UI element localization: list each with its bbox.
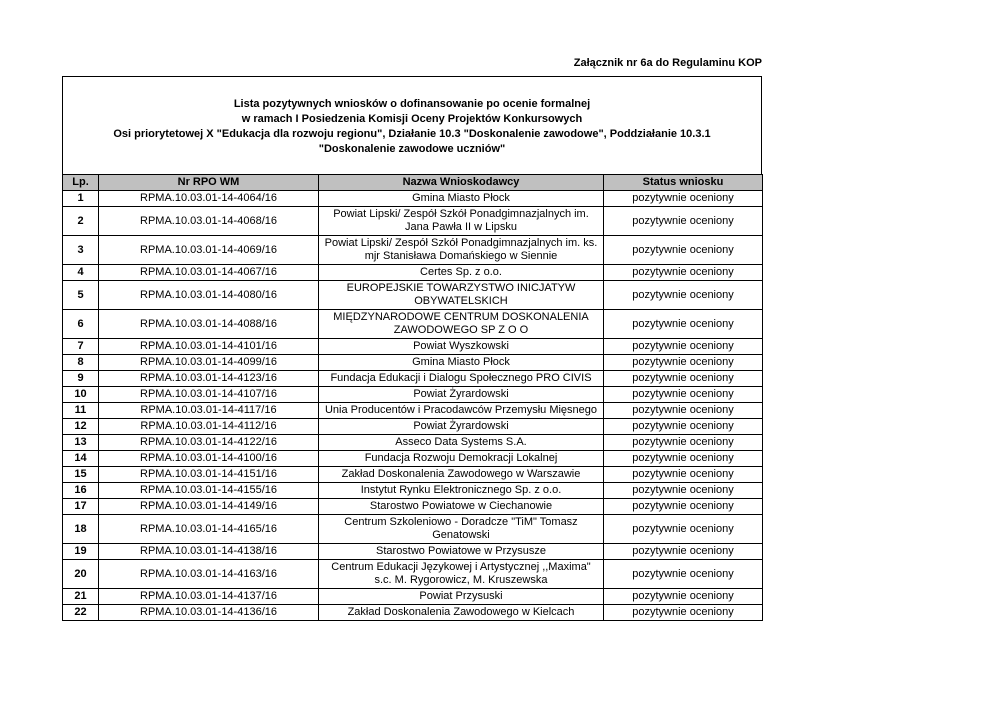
cell-status: pozytywnie oceniony	[604, 355, 763, 371]
cell-lp: 14	[63, 451, 99, 467]
cell-status: pozytywnie oceniony	[604, 483, 763, 499]
cell-applicant-name: Gmina Miasto Płock	[319, 355, 604, 371]
cell-status: pozytywnie oceniony	[604, 435, 763, 451]
cell-lp: 13	[63, 435, 99, 451]
cell-nr-rpo: RPMA.10.03.01-14-4155/16	[99, 483, 319, 499]
cell-status: pozytywnie oceniony	[604, 589, 763, 605]
cell-applicant-name: Fundacja Rozwoju Demokracji Lokalnej	[319, 451, 604, 467]
cell-lp: 21	[63, 589, 99, 605]
cell-lp: 19	[63, 544, 99, 560]
document-title	[62, 76, 762, 174]
cell-status: pozytywnie oceniony	[604, 515, 763, 544]
table-row	[63, 515, 763, 544]
cell-status: pozytywnie oceniony	[604, 339, 763, 355]
table-row	[63, 419, 763, 435]
cell-nr-rpo: RPMA.10.03.01-14-4151/16	[99, 467, 319, 483]
cell-applicant-name: Powiat Przysuski	[319, 589, 604, 605]
cell-applicant-name: Unia Producentów i Pracodawców Przemysłu Mięsnego	[319, 403, 604, 419]
title-line-3: Osi priorytetowej X "Edukacja dla rozwoju regionu", Działanie 10.3 "Doskonalenie zawodowe", Poddziałanie 10.3.1	[113, 128, 711, 140]
header-applicant-name: Nazwa Wnioskodawcy	[319, 175, 604, 191]
cell-nr-rpo: RPMA.10.03.01-14-4163/16	[99, 560, 319, 589]
cell-lp: 3	[63, 236, 99, 265]
cell-nr-rpo: RPMA.10.03.01-14-4088/16	[99, 310, 319, 339]
cell-lp: 10	[63, 387, 99, 403]
cell-status: pozytywnie oceniony	[604, 371, 763, 387]
cell-nr-rpo: RPMA.10.03.01-14-4099/16	[99, 355, 319, 371]
cell-applicant-name: Powiat Lipski/ Zespół Szkół Ponadgimnazjalnych im. Jana Pawła II w Lipsku	[319, 207, 604, 236]
cell-status: pozytywnie oceniony	[604, 499, 763, 515]
cell-nr-rpo: RPMA.10.03.01-14-4101/16	[99, 339, 319, 355]
table-row	[63, 435, 763, 451]
table-row	[63, 355, 763, 371]
cell-status: pozytywnie oceniony	[604, 419, 763, 435]
document-body	[62, 76, 762, 621]
cell-applicant-name: Asseco Data Systems S.A.	[319, 435, 604, 451]
cell-applicant-name: Starostwo Powiatowe w Ciechanowie	[319, 499, 604, 515]
cell-lp: 1	[63, 191, 99, 207]
cell-applicant-name: Zakład Doskonalenia Zawodowego w Kielcach	[319, 605, 604, 621]
cell-nr-rpo: RPMA.10.03.01-14-4123/16	[99, 371, 319, 387]
table-row	[63, 467, 763, 483]
cell-nr-rpo: RPMA.10.03.01-14-4068/16	[99, 207, 319, 236]
table-row	[63, 191, 763, 207]
cell-applicant-name: MIĘDZYNARODOWE CENTRUM DOSKONALENIA ZAWODOWEGO SP Z O O	[319, 310, 604, 339]
cell-nr-rpo: RPMA.10.03.01-14-4138/16	[99, 544, 319, 560]
cell-status: pozytywnie oceniony	[604, 451, 763, 467]
cell-lp: 5	[63, 281, 99, 310]
cell-status: pozytywnie oceniony	[604, 387, 763, 403]
table-row	[63, 371, 763, 387]
cell-lp: 20	[63, 560, 99, 589]
cell-nr-rpo: RPMA.10.03.01-14-4136/16	[99, 605, 319, 621]
table-row	[63, 605, 763, 621]
table-row	[63, 310, 763, 339]
cell-lp: 8	[63, 355, 99, 371]
table-header-row	[63, 175, 763, 191]
cell-applicant-name: Certes Sp. z o.o.	[319, 265, 604, 281]
cell-applicant-name: Powiat Żyrardowski	[319, 387, 604, 403]
table-row	[63, 483, 763, 499]
table-row	[63, 387, 763, 403]
cell-status: pozytywnie oceniony	[604, 403, 763, 419]
table-row	[63, 560, 763, 589]
applications-table	[62, 174, 763, 621]
cell-status: pozytywnie oceniony	[604, 265, 763, 281]
cell-lp: 12	[63, 419, 99, 435]
cell-applicant-name: Fundacja Edukacji i Dialogu Społecznego PRO CIVIS	[319, 371, 604, 387]
cell-nr-rpo: RPMA.10.03.01-14-4067/16	[99, 265, 319, 281]
header-nr-rpo: Nr RPO WM	[99, 175, 319, 191]
cell-applicant-name: Powiat Wyszkowski	[319, 339, 604, 355]
cell-lp: 7	[63, 339, 99, 355]
title-line-2: w ramach I Posiedzenia Komisji Oceny Projektów Konkursowych	[241, 113, 583, 125]
cell-nr-rpo: RPMA.10.03.01-14-4080/16	[99, 281, 319, 310]
cell-status: pozytywnie oceniony	[604, 191, 763, 207]
cell-lp: 15	[63, 467, 99, 483]
table-row	[63, 403, 763, 419]
cell-applicant-name: Centrum Szkoleniowo - Doradcze "TiM" Tomasz Genatowski	[319, 515, 604, 544]
cell-status: pozytywnie oceniony	[604, 207, 763, 236]
cell-nr-rpo: RPMA.10.03.01-14-4137/16	[99, 589, 319, 605]
table-row	[63, 339, 763, 355]
cell-status: pozytywnie oceniony	[604, 605, 763, 621]
cell-status: pozytywnie oceniony	[604, 544, 763, 560]
cell-nr-rpo: RPMA.10.03.01-14-4165/16	[99, 515, 319, 544]
cell-nr-rpo: RPMA.10.03.01-14-4112/16	[99, 419, 319, 435]
table-row	[63, 499, 763, 515]
cell-lp: 16	[63, 483, 99, 499]
cell-applicant-name: Starostwo Powiatowe w Przysusze	[319, 544, 604, 560]
cell-status: pozytywnie oceniony	[604, 310, 763, 339]
attachment-label: Załącznik nr 6a do Regulaminu KOP	[573, 57, 762, 69]
header-status: Status wniosku	[604, 175, 763, 191]
cell-nr-rpo: RPMA.10.03.01-14-4117/16	[99, 403, 319, 419]
cell-applicant-name: Powiat Żyrardowski	[319, 419, 604, 435]
cell-status: pozytywnie oceniony	[604, 560, 763, 589]
table-row	[63, 589, 763, 605]
cell-applicant-name: EUROPEJSKIE TOWARZYSTWO INICJATYW OBYWATELSKICH	[319, 281, 604, 310]
cell-status: pozytywnie oceniony	[604, 467, 763, 483]
cell-lp: 11	[63, 403, 99, 419]
cell-lp: 4	[63, 265, 99, 281]
cell-nr-rpo: RPMA.10.03.01-14-4064/16	[99, 191, 319, 207]
cell-lp: 22	[63, 605, 99, 621]
cell-nr-rpo: RPMA.10.03.01-14-4149/16	[99, 499, 319, 515]
cell-status: pozytywnie oceniony	[604, 236, 763, 265]
cell-lp: 17	[63, 499, 99, 515]
cell-lp: 9	[63, 371, 99, 387]
cell-lp: 18	[63, 515, 99, 544]
cell-lp: 6	[63, 310, 99, 339]
title-line-4: "Doskonalenie zawodowe uczniów"	[318, 143, 506, 155]
table-row	[63, 207, 763, 236]
header-lp: Lp.	[63, 175, 99, 191]
cell-nr-rpo: RPMA.10.03.01-14-4100/16	[99, 451, 319, 467]
table-row	[63, 544, 763, 560]
cell-applicant-name: Zakład Doskonalenia Zawodowego w Warszawie	[319, 467, 604, 483]
table-body	[63, 191, 763, 621]
cell-applicant-name: Powiat Lipski/ Zespół Szkół Ponadgimnazjalnych im. ks. mjr Stanisława Domańskiego w Siennie	[319, 236, 604, 265]
table-row	[63, 281, 763, 310]
cell-nr-rpo: RPMA.10.03.01-14-4107/16	[99, 387, 319, 403]
table-row	[63, 451, 763, 467]
table-row	[63, 265, 763, 281]
cell-applicant-name: Gmina Miasto Płock	[319, 191, 604, 207]
cell-status: pozytywnie oceniony	[604, 281, 763, 310]
cell-applicant-name: Instytut Rynku Elektronicznego Sp. z o.o.	[319, 483, 604, 499]
title-line-1: Lista pozytywnych wniosków o dofinansowanie po ocenie formalnej	[233, 98, 591, 110]
cell-lp: 2	[63, 207, 99, 236]
cell-nr-rpo: RPMA.10.03.01-14-4122/16	[99, 435, 319, 451]
cell-nr-rpo: RPMA.10.03.01-14-4069/16	[99, 236, 319, 265]
table-row	[63, 236, 763, 265]
cell-applicant-name: Centrum Edukacji Językowej i Artystycznej ,,Maxima" s.c. M. Rygorowicz, M. Kruszewska	[319, 560, 604, 589]
